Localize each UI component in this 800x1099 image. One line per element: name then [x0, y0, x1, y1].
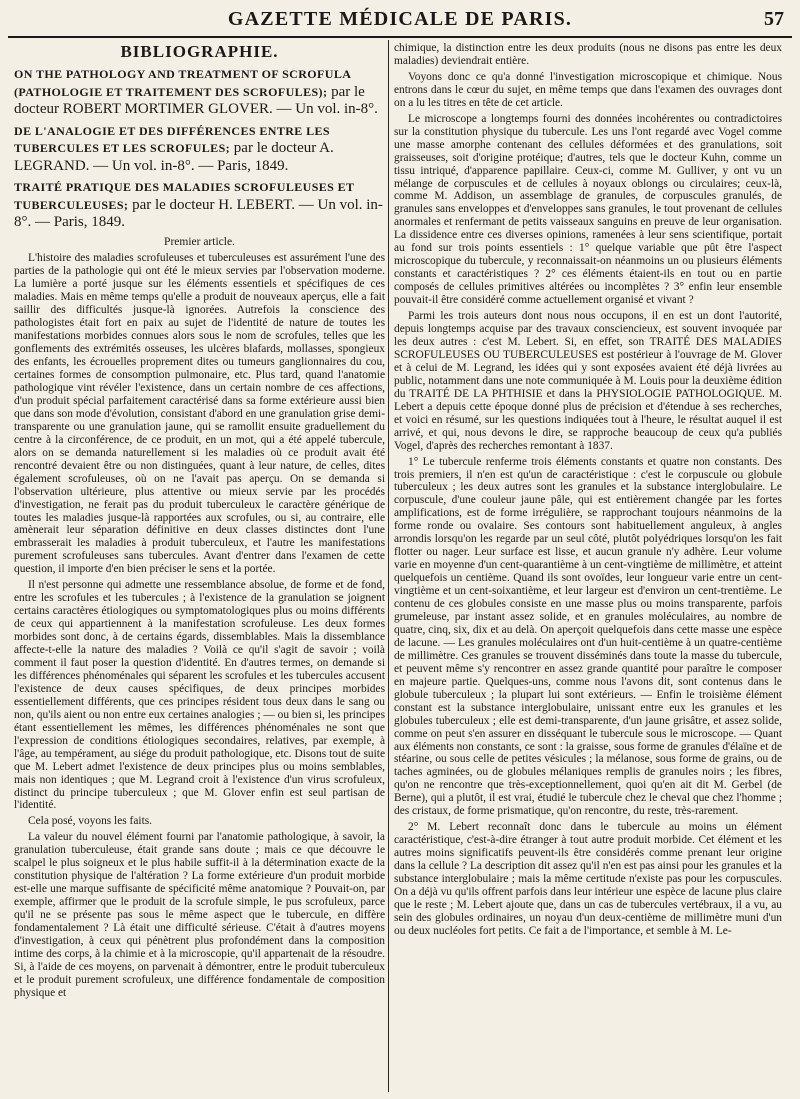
book-entry [14, 123, 385, 176]
book-entry [14, 179, 385, 232]
book-entry [14, 66, 385, 119]
body-paragraph: L'histoire des maladies scrofuleuses et tuberculeuses est assurément l'une des parties de la pathologie qui ont été le mieux servies par l'observation moderne. La lumière a porté jusque sur les éléments essentiels et spécifiques de ces maladies. Mais en même temps qu'elle a produit de nouveaux aperçus, elle a fait saillir des difficultés jusque-là ignorées. Autrefois la conscience des pathologistes était fort en paix au sujet de l'identité de nature de toutes les manifestations morbides connues alors sous le nom de scrofules, telles que les gonflements des extrémités osseuses, les ulcères blafards, mollasses, spongieux des enfants, les écrouelles proprement dites ou tumeurs ganglionnaires du cou, certaines formes de consomption pulmonaire, etc. Plus tard, quand l'anatomie pathologique vint révéler l'existence, dans un certain nombre de ces affections, d'un produit spécial parfaitement caractérisé dans sa forme extérieure aussi bien que dans son mode d'évolution, consistant d'abord en une granulation grise demi-transparente ou une granulation jaune, qui se ramollit ensuite graduellement du centre à la circonférence, de ce produit, en un mot, qui a été appelé tubercule, alors on se demanda naturellement si les maladies où ce produit avait été rencontré devaient être ou non distinguées, quant à leur nature, de celles, dites également scrofuleuses, où on ne l'avait pas aperçu. On se demanda si l'observation ultérieure, plus attentive ou mieux servie par les procédés d'investigation, ne ferait pas du produit tuberculeux le caractère générique de toutes les maladies jusque-là rapportées aux scrofules, ou si, au contraire, elle amènerait leur séparation définitive en deux classes distinctes dont l'une embrasserait les maladies à produit tuberculeux, et l'autre les manifestations purement scrofuleuses sans tubercules. Avant d'entrer dans l'examen de cette question, il importe d'en bien préciser le sens et la portée. [14, 252, 385, 576]
book-author: par le docteur ROBERT MORTIMER GLOVER. — Un vol. in-8°. [14, 83, 378, 117]
body-paragraph: Parmi les trois auteurs dont nous nous occupons, il en est un dont l'autorité, depuis longtemps acquise par des travaux consciencieux, est souvent invoquée par les deux autres : c'est M. Lebert. Si, en effet, son TRAITÉ DES MALADIES SCROFULEUSES OU TUBERCULEUSES est postérieur à l'ouvrage de M. Glover et à celui de M. Legrand, les idées qui y sont exposées avaient été déjà livrées au public, notamment dans une note communiquée à M. Louis pour la deuxième édition du TRAITÉ DE LA PHTHISIE et dans la PHYSIOLOGIE PATHOLOGIQUE. M. Lebert a depuis cette époque donné plus de précision et d'étendue à ses recherches, et voici en résumé, sur les questions indiquées tout à l'heure, le résultat auquel il est arrivé, et qui, nous devons le dire, se rapproche beaucoup de ceux qu'a publiés Vogel, d'après des recherches remontant à 1837. [394, 310, 782, 452]
body-paragraph: Cela posé, voyons les faits. [28, 815, 153, 828]
page-number: 57 [764, 8, 784, 30]
article-label: Premier article. [164, 235, 235, 248]
section-title: BIBLIOGRAPHIE. [120, 42, 279, 61]
body-paragraph: 2° M. Lebert reconnaît donc dans le tubercule au moins un élément caractéristique, c'est-à-dire étranger à tout autre produit morbide. Cet élément et les autres moins significatifs peuvent-ils être considérés comme prenant leur origine dans la cellule ? La description dit assez qu'il n'en est pas ainsi pour les granules et la substance interglobulaire ; mais la même certitude n'existe pas pour les corpuscules. On a déjà vu qu'ils offrent parfois dans leur intérieur une espèce de lacune plus claire que le reste ; M. Lebert ajoute que, dans un cas de tubercules vertébraux, il a vu, au sein des globules ordinaires, un noyau d'un deux-centième de millimètre muni d'un ou deux nucléoles fort petits. Ce fait a de l'importance, et semble à M. Le- [394, 821, 782, 937]
book-title: TRAITÉ PRATIQUE DES MALADIES SCROFULEUSES ET TUBERCULEUSES; [14, 180, 355, 212]
body-paragraph: La valeur du nouvel élément fourni par l'anatomie pathologique, à savoir, la granulation tuberculeuse, était grande sans doute ; mais ce que découvre le scalpel le plus soigneux et le plus habile suffit-il à la détermination exacte de la constitution physique de l'altération ? La forme extérieure d'un produit morbide est-elle une marque suffisante de spécificité même anatomique ? Pouvait-on, par exemple, affirmer que le produit de la scrofule simple, le pus scrofuleux, parce qu'il ne se présente pas sous le même aspect que le tubercule, en diffère fondamentalement ? Là était une difficulté sérieuse. C'était à d'autres moyens d'investigation, à ceux qui pénètrent plus profondément dans la composition intime des corps, à la chimie et à la microscopie, qu'il appartenait de la résoudre. Si, à l'aide de ces moyens, on parvenait à démontrer, entre le produit tuberculeux et le produit purement scrofuleux, une différence fondamentale de composition physique et [14, 831, 385, 999]
body-paragraph: Voyons donc ce qu'a donné l'investigation microscopique et chimique. Nous entrons dans le cœur du sujet, en même temps que dans l'examen des ouvrages dont on a lu les titres en tête de cet article. [394, 70, 782, 109]
body-paragraph: Le microscope a longtemps fourni des données incohérentes ou contradictoires sur la constitution physique du tubercule. Les uns l'ont regardé avec Vogel comme une masse amorphe contenant des cellules déformées et des granulations, soit graisseuses, soit d'origine protéique; d'autres, tels que le docteur Kuhn, comme un tissu intriqué, d'apparence papillaire. Ceux-ci, comme M. Gulliver, y ont vu un mélange de corpuscules et de cellules à noyaux oblongs ou circulaires; ceux-là, comme M. Addison, un assemblage de granules, de corpuscules granulés, de granules sans enveloppes et d'enveloppes sans granules, le tout provenant de cellules anormales et renfermant de petits vaisseaux sanguins en preuve de leur organisation. La dissidence entre ces diverses opinions, ramenées à leur sens scientifique, portait au fond sur trois points essentiels : 1° quelque variable que pût être l'aspect microscopique du tubercule, y reconnaissait-on néanmoins un ou plusieurs éléments constants et caractéristiques ? 2° ces éléments étaient-ils en tout ou en partie composés de cellules primitives altérées ou incomplètes ? 3° enfin leur ensemble pouvait-il être considéré comme actuellement organisé et vivant ? [394, 112, 782, 307]
book-title: DE L'ANALOGIE ET DES DIFFÉRENCES ENTRE LES TUBERCULES ET LES SCROFULES; [14, 123, 330, 155]
body-paragraph: chimique, la distinction entre les deux produits (nous ne disons pas entre les deux maladies) deviendrait entière. [394, 42, 782, 67]
left-column [14, 42, 385, 1092]
book-title: ON THE PATHOLOGY AND TREATMENT OF SCROFULA (PATHOLOGIE ET TRAITEMENT DES SCROFULES); [14, 67, 351, 99]
book-author: par le docteur H. LEBERT. — Un vol. in-8°. — Paris, 1849. [14, 196, 383, 230]
book-author: par le docteur A. LEGRAND. — Un vol. in-8°. — Paris, 1849. [14, 140, 334, 174]
body-paragraph: 1° Le tubercule renferme trois éléments constants et quatre non constants. Des trois premiers, il n'en est qu'un de caractéristique : c'est le corpuscule ou globule tuberculeux ; les deux autres sont les granules et la substance interglobulaire. Le corpuscule, d'une couleur jaune pâle, qui est entièrement changée par les fortes amplifications, est de forme irrégulière, se rapprochant toujours néanmoins de la forme ronde ou ovalaire. Ses contours sont habituellement anguleux, à angles arrondis lorsqu'on les regarde par un seul côté, plutôt polyédriques lorsqu'on les fait flotter ou nager. Leur surface est lisse, et aucun granule n'y adhère. Leur volume varie en moyenne d'un cent-quarantième à un cent-vingtième de millimètre, et atteint quelquefois un centième. Quand ils sont ovoïdes, leur longueur varie entre un cent-vingtième et un cent-soixantième, et leur largeur est d'environ un cent-trentième. Le contenu de ces globules consiste en une masse plus ou moins transparente, parfois grumeleuse, par instant assez solide, et en granules moléculaires, au nombre de quatre, cinq, six, dix et au delà. On aperçoit quelquefois dans cette masse une espèce de lacune. — Les granules moléculaires ont d'un huit-centième à un quatre-centième de millimètre. Ces granules se trouvent disséminés dans toute la masse du tubercule, et peuvent même s'y rencontrer en assez grande quantité pour paraître le composer en majeure partie. Quelques-uns, comme nous l'avons dit, sont contenus dans le globule tuberculeux ; la plupart lui sont extérieurs. — Enfin le troisième élément constant est la substance interglobulaire, unissant entre eux les granules et les globules tuberculeux ; elle est demi-transparente, d'un jaune grisâtre, et assez solide, comme on peut s'en assurer en disséquant le tubercule sous le microscope. — Quant aux éléments non constants, ce sont : la graisse, sous forme de granules d'élaïne et de stéarine, ou sous celle de petites vésicules ; la mélanose, sous forme de grains, ou de taches agminées, ou de globules mélaniques remplis de granules noirs ; les fibres, qu'on ne rencontre que très-exceptionnellement, quoi qu'en ait dit M. Gerbel (de Berne), qui a plutôt, il est vrai, étudié le tubercule chez le cheval que chez l'homme ; des cristaux, de forme prismatique, qu'on rencontre, du reste, très-rarement. [394, 455, 782, 818]
running-title: GAZETTE MÉDICALE DE PARIS. [227, 8, 573, 30]
page-header [0, 6, 800, 34]
right-column [394, 42, 782, 1092]
body-paragraph: Il n'est personne qui admette une ressemblance absolue, de forme et de fond, entre les scrofules et les tubercules ; à l'existence de la granulation se joignent certains caractères étiologiques ou symptomatologiques plus ou moins différents de ceux qui appartiennent à la manifestation scrofuleuse. Les deux formes morbides sont donc, à de certains égards, dissemblables. Mais la dissemblance affecte-t-elle la nature des maladies ? Voilà ce qu'il s'agit de savoir ; voilà comment il faut poser la question d'identité. En d'autres termes, on demande si les différences phénoménales qui séparent les scrofules et les tubercules accusent l'existence de deux causes spécifiques, de deux principes morbides essentiellement différents, que ces principes résident tous deux dans le sang ou non, qu'ils aient ou non entre eux certaines analogies ; — ou bien si, les principes étant essentiellement les mêmes, les différences phénoménales ne sont que l'expression de conditions étiologiques secondaires, relatives, par exemple, à l'âge, au tempérament, au siége du produit pathologique, etc. Disons tout de suite que M. Lebert admet l'existence de deux principes plus ou moins semblables, mais non identiques ; que M. Legrand croit à l'existence d'un virus scrofuleux, distinct du principe tuberculeux ; que M. Glover enfin est seul partisan de l'identité. [14, 579, 385, 812]
header-rule [8, 36, 792, 38]
column-divider [388, 40, 389, 1092]
